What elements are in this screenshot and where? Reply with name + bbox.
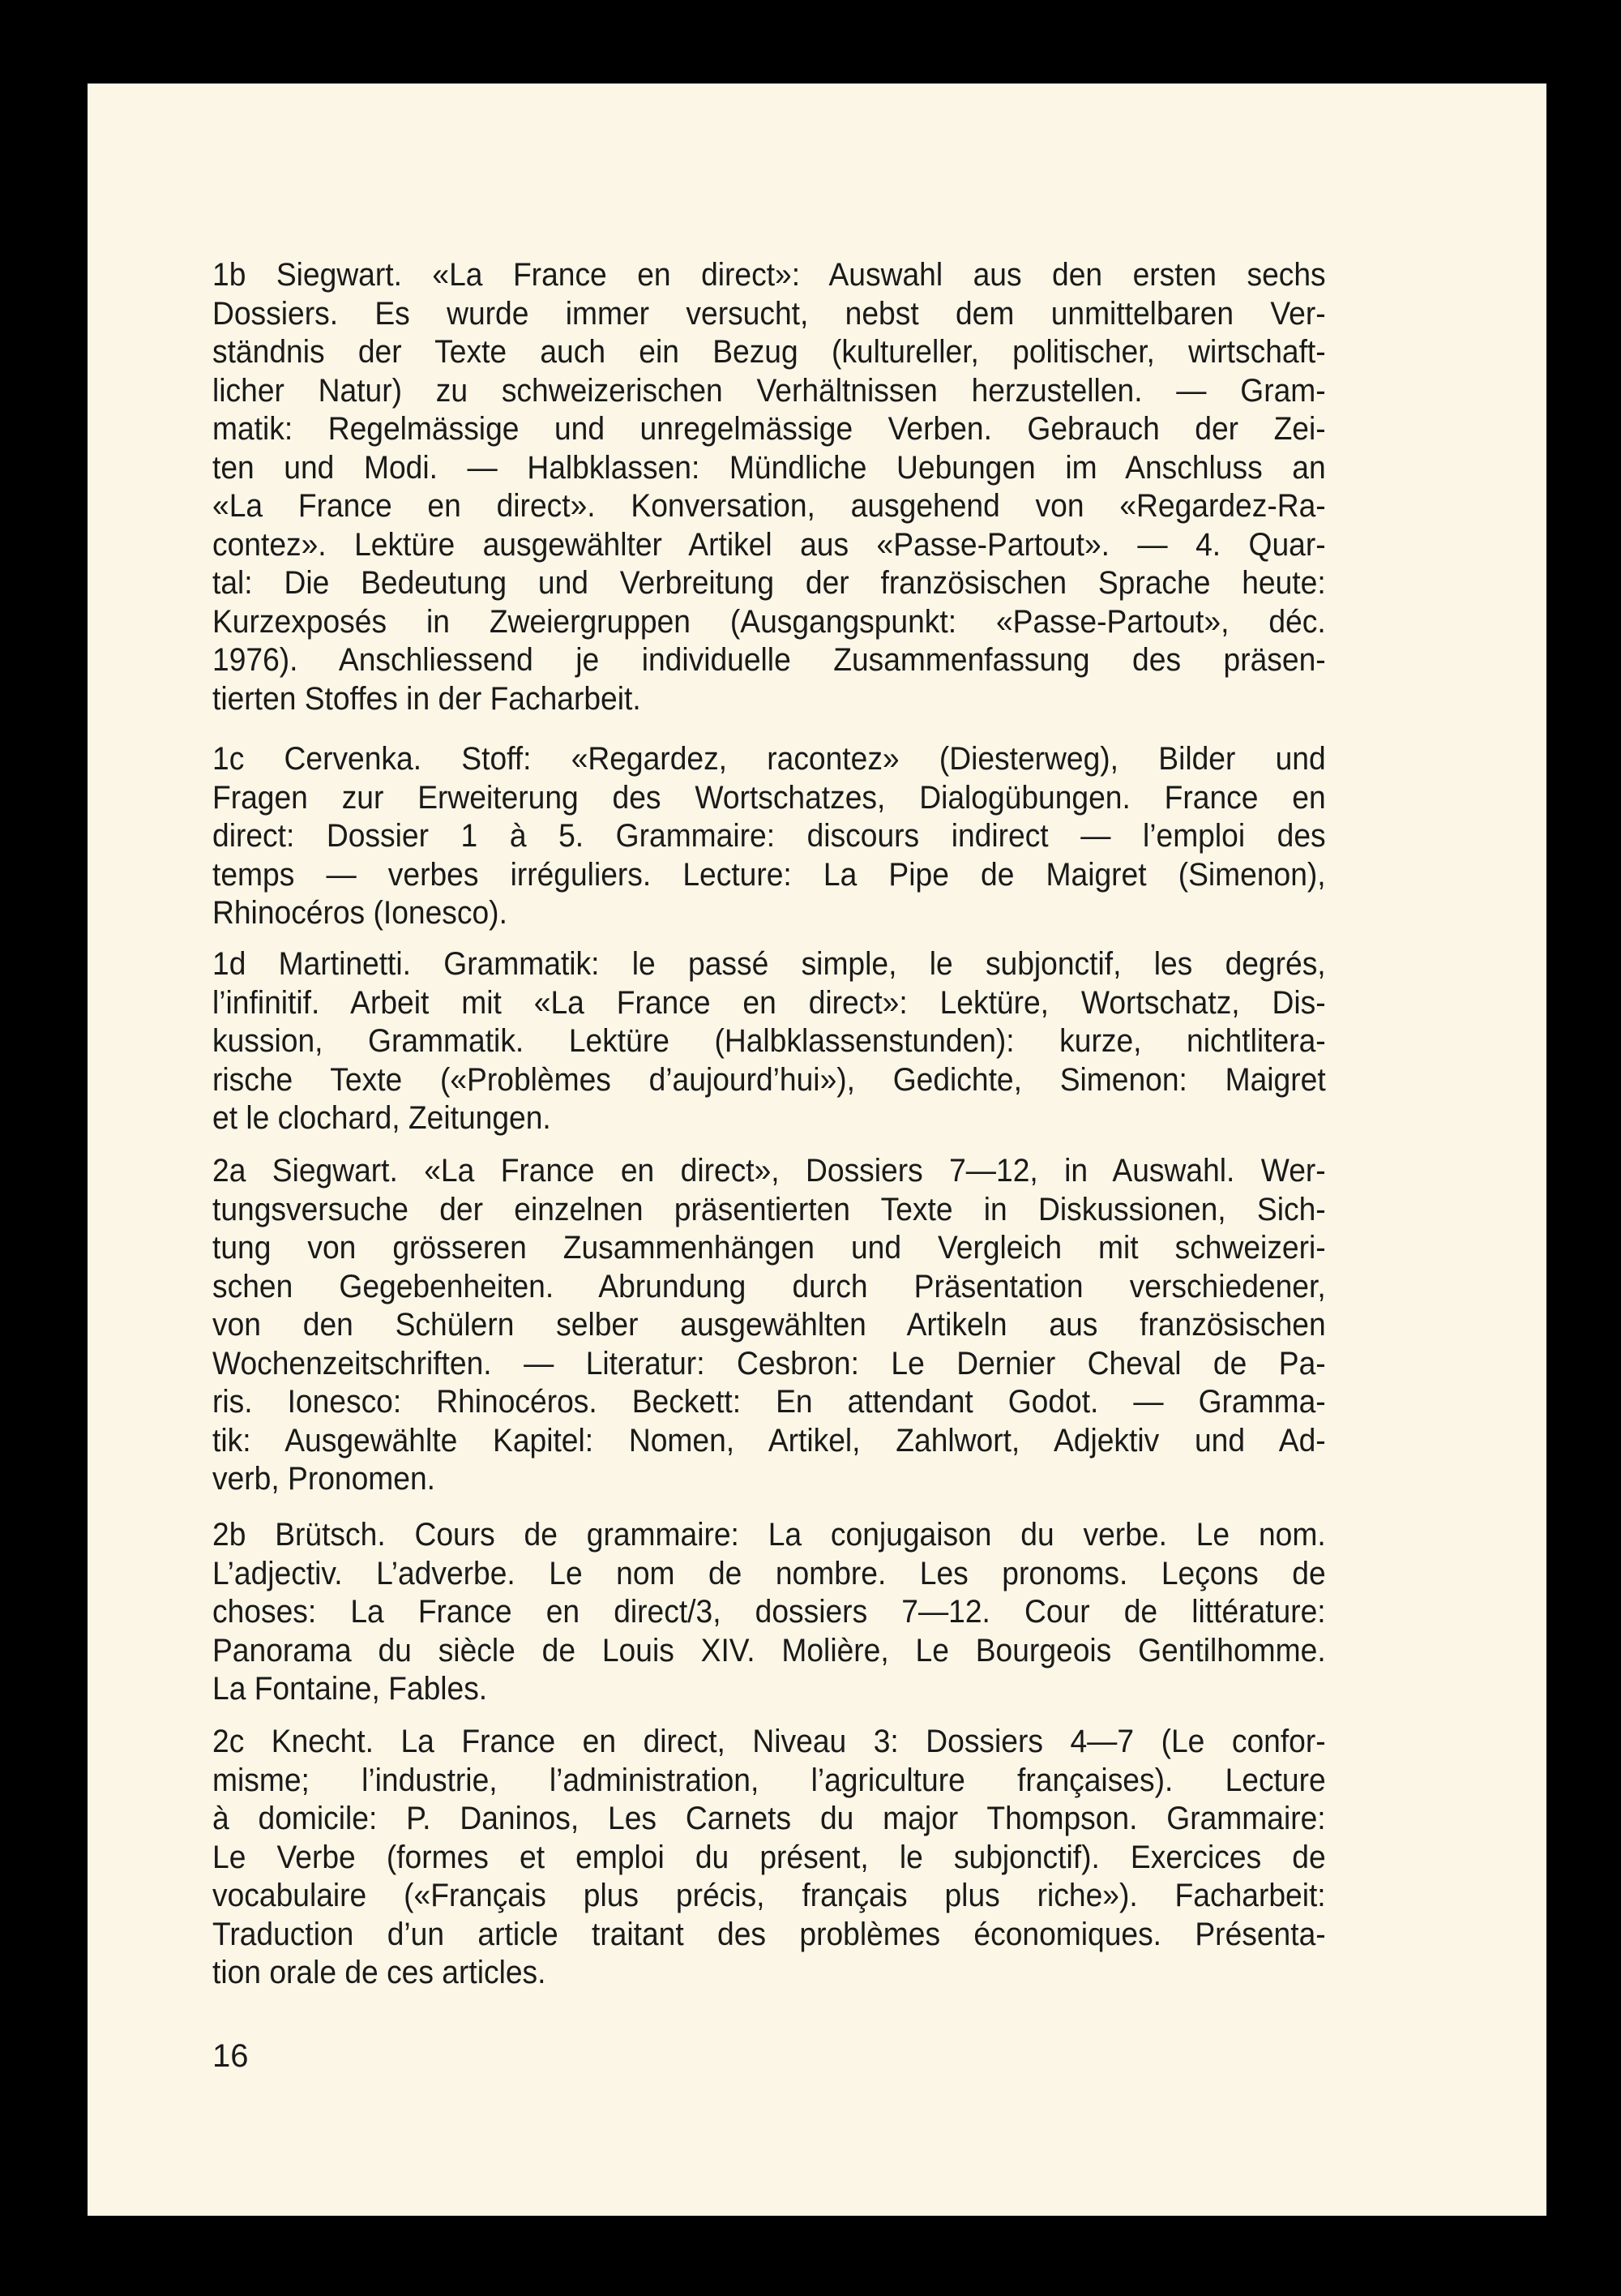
paragraph [212,1516,1326,1709]
text-line: 1d Martinetti. Grammatik: le passé simple, le subjonctif, les degrés, [212,946,1326,982]
text-line: 2c Knecht. La France en direct, Niveau 3: Dossiers 4—7 (Le confor- [212,1724,1326,1759]
text-line: L’adjectiv. L’adverbe. Le nom de nombre. Les pronoms. Leçons de [212,1555,1326,1591]
paragraph [212,1723,1326,1993]
text-line: misme; l’industrie, l’administration, l’agriculture françaises). Lecture [212,1762,1326,1798]
text-line: tung von grösseren Zusammenhängen und Vergleich mit schweizeri- [212,1230,1326,1266]
paragraph [212,256,1326,718]
text-line: Wochenzeitschriften. — Literatur: Cesbron: Le Dernier Cheval de Pa- [212,1345,1326,1381]
text-line: ris. Ionesco: Rhinocéros. Beckett: En attendant Godot. — Gramma- [212,1384,1326,1420]
text-line: et le clochard, Zeitungen. [212,1100,551,1136]
text-line: rische Texte («Problèmes d’aujourd’hui»), Gedichte, Simenon: Maigret [212,1061,1326,1098]
text-line: schen Gegebenheiten. Abrundung durch Präsentation verschiedener, [212,1268,1326,1304]
text-line: tungsversuche der einzelnen präsentierten Texte in Diskussionen, Sich- [212,1191,1326,1227]
page-number: 16 [212,2038,249,2074]
text-line: contez». Lektüre ausgewählter Artikel aus «Passe-Partout». — 4. Quar- [212,526,1326,563]
text-line: ständnis der Texte auch ein Bezug (kultureller, politischer, wirtschaft- [212,334,1326,370]
text-line: choses: La France en direct/3, dossiers 7—12. Cour de littérature: [212,1594,1326,1630]
text-line: Rhinocéros (Ionesco). [212,895,507,931]
text-line: ten und Modi. — Halbklassen: Mündliche Uebungen im Anschluss an [212,449,1326,486]
text-line: Dossiers. Es wurde immer versucht, nebst dem unmittelbaren Ver- [212,295,1326,332]
text-line: licher Natur) zu schweizerischen Verhältnissen herzustellen. — Gram- [212,372,1326,409]
text-line: temps — verbes irréguliers. Lecture: La Pipe de Maigret (Simenon), [212,856,1326,893]
text-line: direct: Dossier 1 à 5. Grammaire: discours indirect — l’emploi des [212,818,1326,854]
text-line: Traduction d’un article traitant des problèmes économiques. Présenta- [212,1916,1326,1952]
paragraph [212,945,1326,1138]
text-line: La Fontaine, Fables. [212,1671,488,1707]
text-line: Fragen zur Erweiterung des Wortschatzes, Dialogübungen. France en [212,779,1326,816]
text-line: 1976). Anschliessend je individuelle Zusammenfassung des präsen- [212,642,1326,678]
text-line: verb, Pronomen. [212,1461,436,1497]
text-line: 2a Siegwart. «La France en direct», Dossiers 7—12, in Auswahl. Wer- [212,1153,1326,1189]
text-line: l’infinitif. Arbeit mit «La France en direct»: Lektüre, Wortschatz, Dis- [212,984,1326,1021]
text-line: vocabulaire («Français plus précis, français plus riche»). Facharbeit: [212,1878,1326,1913]
text-line: kussion, Grammatik. Lektüre (Halbklassenstunden): kurze, nichtlitera- [212,1023,1326,1059]
text-line: tal: Die Bedeutung und Verbreitung der französischen Sprache heute: [212,565,1326,601]
text-line: Kurzexposés in Zweiergruppen (Ausgangspunkt: «Passe-Partout», déc. [212,603,1326,640]
text-line: tion orale de ces articles. [212,1955,546,1990]
text-line: 2b Brütsch. Cours de grammaire: La conjugaison du verbe. Le nom. [212,1517,1326,1553]
text-line: «La France en direct». Konversation, ausgehend von «Regardez-Ra- [212,488,1326,524]
text-line: tierten Stoffes in der Facharbeit. [212,680,641,717]
paragraph [212,740,1326,933]
text-line: matik: Regelmässige und unregelmässige Verben. Gebrauch der Zei- [212,411,1326,447]
text-line: Panorama du siècle de Louis XIV. Molière, Le Bourgeois Gentilhomme. [212,1632,1326,1668]
text-line: 1c Cervenka. Stoff: «Regardez, racontez» (Diesterweg), Bilder und [212,741,1326,777]
text-line: à domicile: P. Daninos, Les Carnets du major Thompson. Grammaire: [212,1801,1326,1836]
text-line: von den Schülern selber ausgewählten Artikeln aus französischen [212,1307,1326,1343]
text-line: Le Verbe (formes et emploi du présent, le subjonctif). Exercices de [212,1839,1326,1875]
text-line: 1b Siegwart. «La France en direct»: Auswahl aus den ersten sechs [212,257,1326,293]
text-line: tik: Ausgewählte Kapitel: Nomen, Artikel, Zahlwort, Adjektiv und Ad- [212,1422,1326,1459]
paragraph [212,1152,1326,1499]
